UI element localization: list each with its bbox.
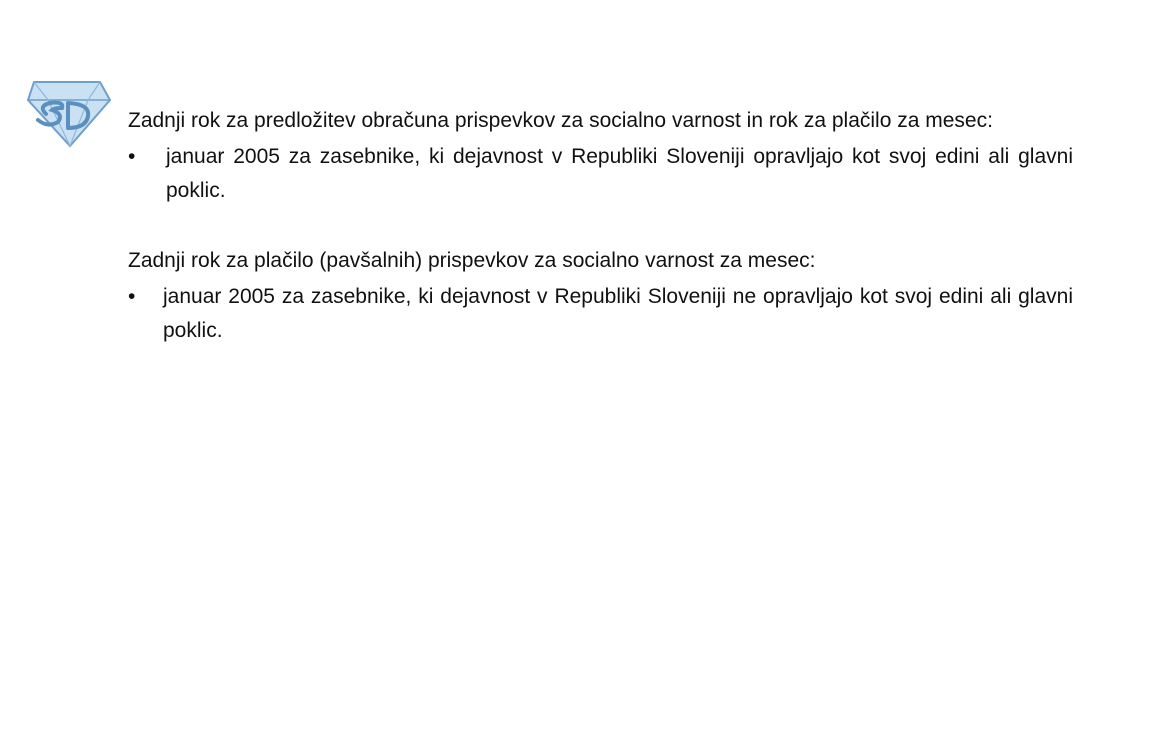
section1-bullet-text: januar 2005 za zasebnike, ki dejavnost v Republiki Sloveniji opravljajo kot svoj edini ali glavni poklic. xyxy=(166,145,1073,202)
section2-bullet-item xyxy=(128,280,1073,348)
document-body xyxy=(128,104,1073,348)
section1-bullet-item xyxy=(128,140,1073,208)
sd-diamond-logo-icon xyxy=(24,76,114,150)
section2-paragraph: Zadnji rok za plačilo (pavšalnih) prispevkov za socialno varnost za mesec: xyxy=(128,249,816,272)
bullet-icon: • xyxy=(128,285,136,308)
section2-bullet-text: januar 2005 za zasebnike, ki dejavnost v Republiki Sloveniji ne opravljajo kot svoj edini ali glavni poklic. xyxy=(163,285,1073,342)
section1-bullet-list xyxy=(128,140,1073,208)
section2-bullet-list xyxy=(128,280,1073,348)
sd-logo xyxy=(24,76,114,150)
bullet-icon: • xyxy=(128,145,136,168)
section1-paragraph: Zadnji rok za predložitev obračuna prispevkov za socialno varnost in rok za plačilo za mesec: xyxy=(128,109,993,132)
